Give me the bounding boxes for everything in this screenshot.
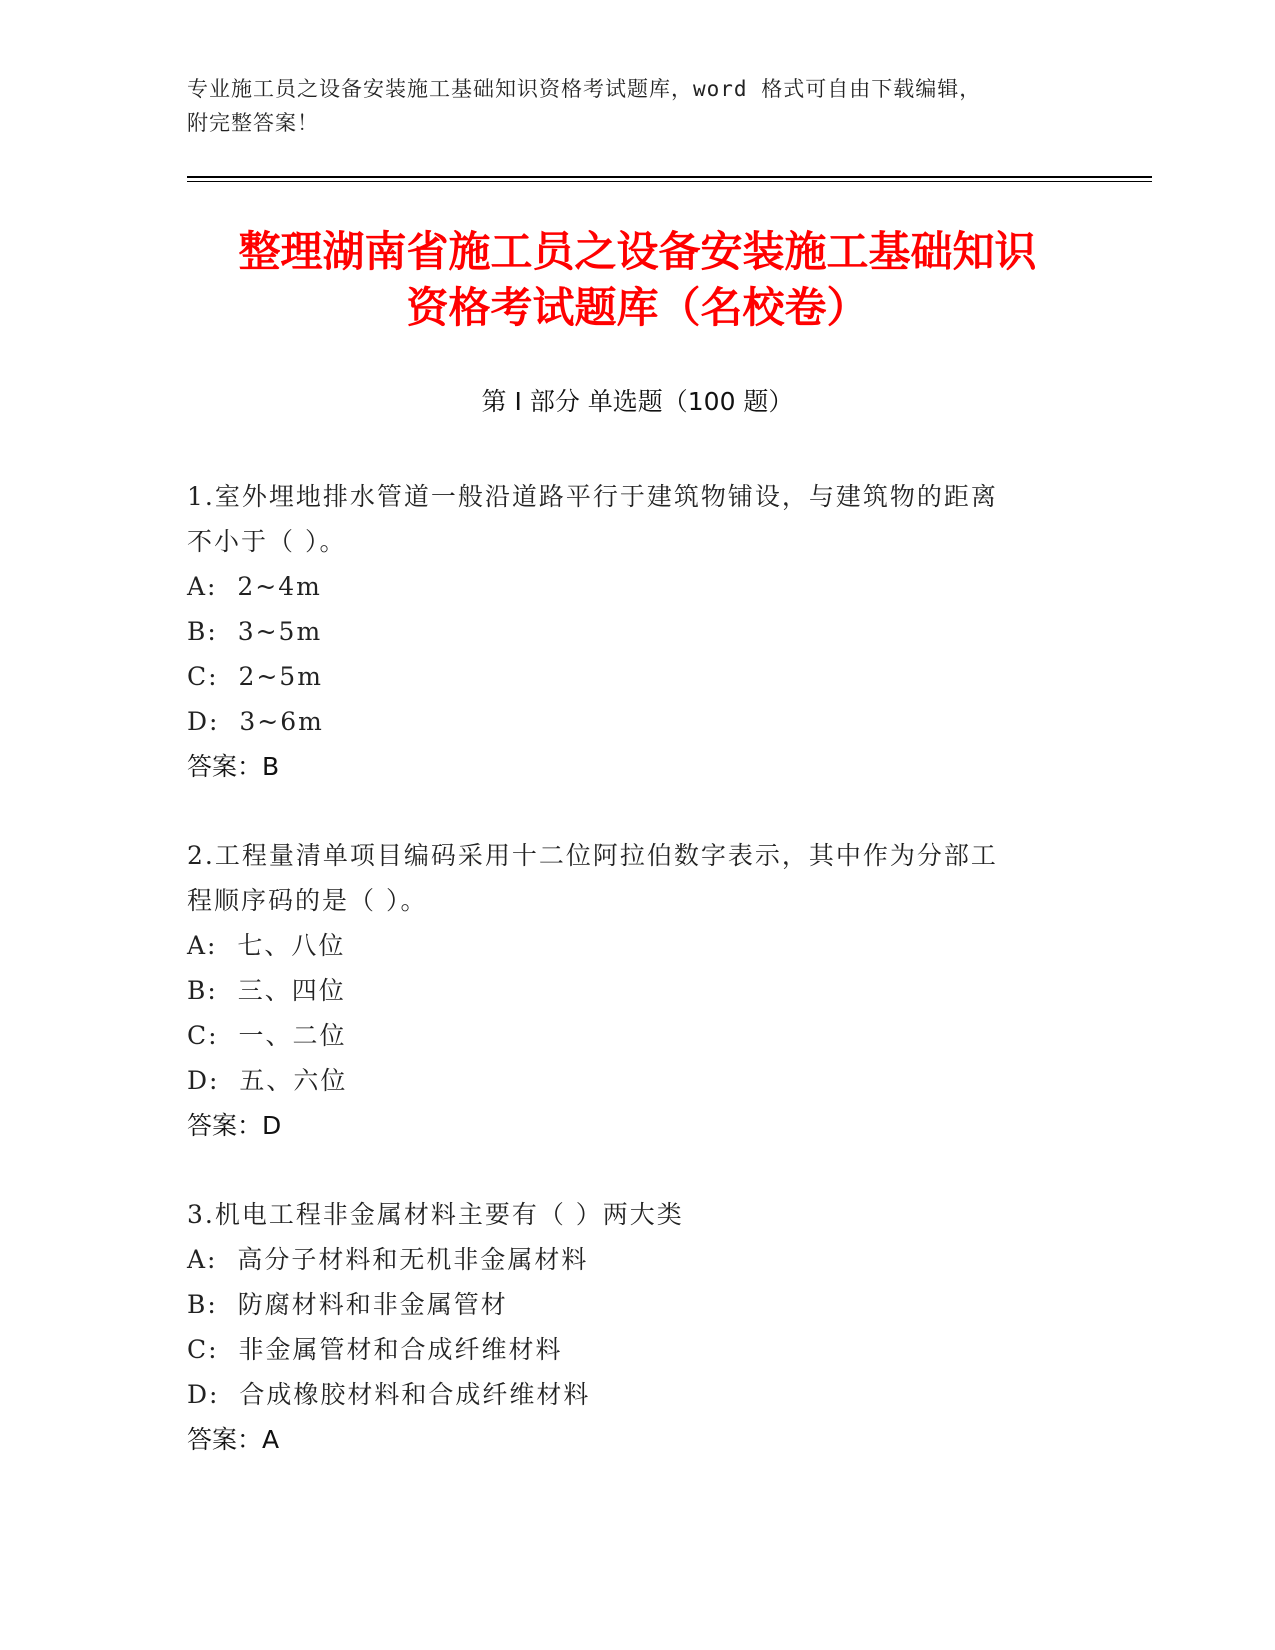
question-list <box>187 474 1067 1506</box>
question-option-d: D: 五、六位 <box>187 1066 348 1095</box>
question-option-d: D: 3~6m <box>187 707 324 736</box>
header-note-line1: 专业施工员之设备安装施工基础知识资格考试题库，word 格式可自由下载编辑， <box>187 77 982 101</box>
section-heading: 第 I 部分 单选题（100 题） <box>481 387 794 416</box>
header-divider-thick <box>187 176 1152 178</box>
question-option-a: A: 高分子材料和无机非金属材料 <box>187 1245 589 1274</box>
question-option-a: A: 七、八位 <box>187 931 346 960</box>
question-stem-line2: 不小于（ ）。 <box>187 527 347 556</box>
document-title <box>150 224 1125 336</box>
question-stem-line1: 3.机电工程非金属材料主要有（ ）两大类 <box>187 1200 684 1229</box>
question-item-2 <box>187 833 1067 1148</box>
question-answer: 答案：A <box>187 1425 280 1454</box>
question-item-1 <box>187 474 1067 789</box>
question-answer: 答案：B <box>187 752 280 781</box>
question-option-b: B: 3~5m <box>187 617 323 646</box>
question-answer: 答案：D <box>187 1111 282 1140</box>
document-title-line1: 整理湖南省施工员之设备安装施工基础知识 <box>238 227 1037 276</box>
question-option-c: C: 一、二位 <box>187 1021 347 1050</box>
header-note <box>187 72 1087 140</box>
question-option-b: B: 三、四位 <box>187 976 346 1005</box>
question-option-b: B: 防腐材料和非金属管材 <box>187 1290 508 1319</box>
question-stem-line2: 程顺序码的是（ ）。 <box>187 886 428 915</box>
question-option-d: D: 合成橡胶材料和合成纤维材料 <box>187 1380 591 1409</box>
question-option-c: C: 2~5m <box>187 662 323 691</box>
header-note-line2: 附完整答案！ <box>187 111 319 135</box>
question-option-c: C: 非金属管材和合成纤维材料 <box>187 1335 563 1364</box>
document-title-line2: 资格考试题库（名校卷） <box>406 283 869 332</box>
question-option-a: A: 2~4m <box>187 572 322 601</box>
question-item-3 <box>187 1192 1067 1462</box>
question-stem-line1: 1.室外埋地排水管道一般沿道路平行于建筑物铺设，与建筑物的距离 <box>187 482 998 511</box>
question-stem-line1: 2.工程量清单项目编码采用十二位阿拉伯数字表示，其中作为分部工 <box>187 841 998 870</box>
header-divider-thin <box>187 181 1152 182</box>
